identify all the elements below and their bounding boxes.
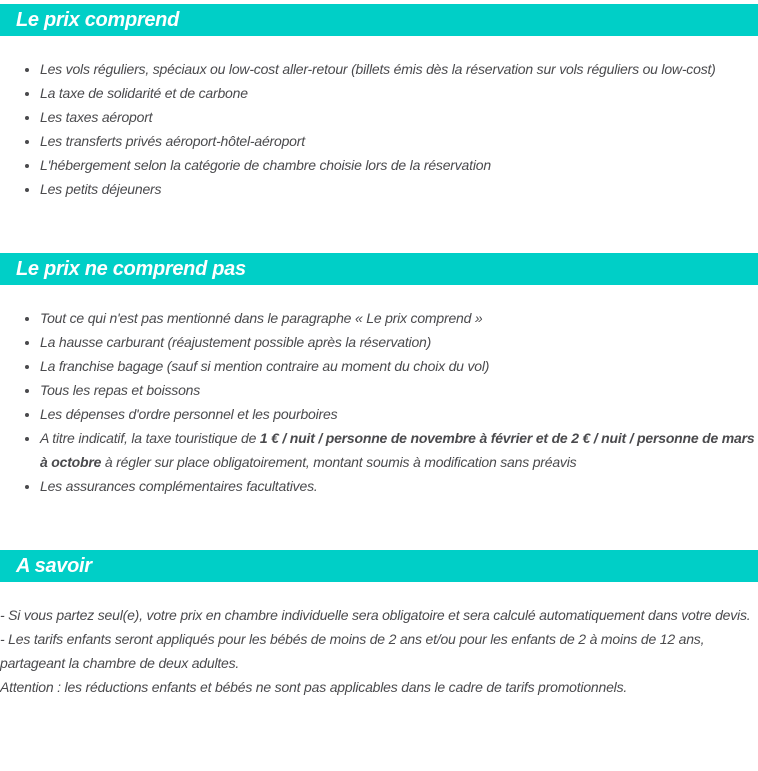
section-price-includes [0, 4, 758, 201]
note-paragraph: - Si vous partez seul(e), votre prix en chambre individuelle sera obligatoire et sera calculé automatiquement dans votre devis. [0, 607, 751, 623]
bold-text: 1 € / nuit / personne de novembre à février et de 2 € / nuit / personne de mars à octobre [40, 430, 755, 470]
list-item [40, 354, 756, 378]
text: Tous les repas et boissons [40, 382, 201, 398]
list-item [40, 474, 756, 498]
section-price-excludes [0, 253, 758, 498]
list-item [40, 306, 756, 330]
note-paragraph: Attention : les réductions enfants et bébés ne sont pas applicables dans le cadre de tarifs promotionnels. [0, 679, 628, 695]
text: La taxe de solidarité et de carbone [40, 85, 248, 101]
text: La hausse carburant (réajustement possible après la réservation) [40, 334, 432, 350]
text: à régler sur place obligatoirement, montant soumis à modification sans préavis [101, 454, 577, 470]
section-header-price-includes [0, 4, 758, 36]
price-includes-list [0, 57, 758, 201]
section-header-price-excludes [0, 253, 758, 285]
price-excludes-list [0, 306, 758, 498]
text: Les dépenses d'ordre personnel et les pourboires [40, 406, 338, 422]
list-item [40, 105, 756, 129]
list-item [40, 378, 756, 402]
text: L'hébergement selon la catégorie de chambre choisie lors de la réservation [40, 157, 491, 173]
list-item [40, 57, 756, 81]
section-header-good-to-know [0, 550, 758, 582]
list-item [40, 81, 756, 105]
text: Les assurances complémentaires facultatives. [40, 478, 318, 494]
text: Les vols réguliers, spéciaux ou low-cost aller-retour (billets émis dès la réservation sur vols réguliers ou low-cost) [40, 61, 716, 77]
list-item [40, 129, 756, 153]
note-paragraph: - Les tarifs enfants seront appliqués pour les bébés de moins de 2 ans et/ou pour les enfants de 2 à moins de 12 ans, partageant la chambre de deux adultes. [0, 631, 705, 671]
section-title: Le prix ne comprend pas [16, 257, 246, 280]
section-title: A savoir [16, 554, 92, 577]
list-item [40, 402, 756, 426]
text: Tout ce qui n'est pas mentionné dans le paragraphe « Le prix comprend » [40, 310, 483, 326]
list-item [40, 177, 756, 201]
good-to-know-notes [0, 603, 758, 699]
list-item [40, 330, 756, 354]
list-item [40, 426, 756, 474]
text: Les transferts privés aéroport-hôtel-aéroport [40, 133, 305, 149]
section-good-to-know [0, 550, 758, 699]
text: La franchise bagage (sauf si mention contraire au moment du choix du vol) [40, 358, 490, 374]
text: Les petits déjeuners [40, 181, 162, 197]
text: A titre indicatif, la taxe touristique de [40, 430, 260, 446]
list-item [40, 153, 756, 177]
text: Les taxes aéroport [40, 109, 153, 125]
section-title: Le prix comprend [16, 8, 180, 31]
